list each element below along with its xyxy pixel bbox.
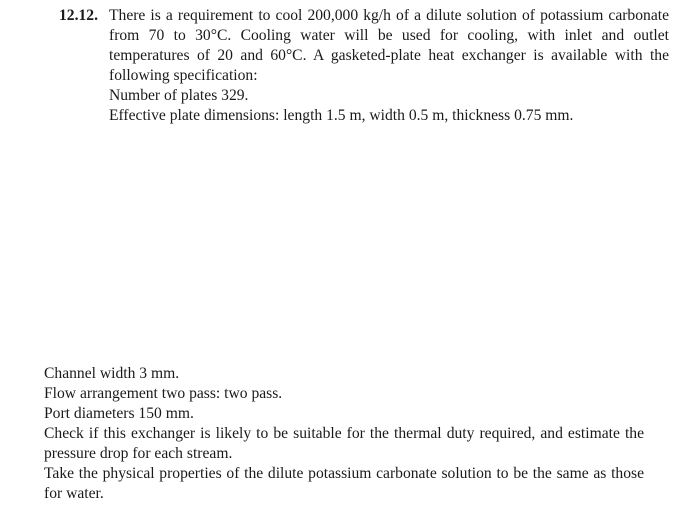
plates-spec: Number of plates 329. <box>109 87 249 104</box>
properties-note: Take the physical properties of the dilute potassium carbonate solution to be the same as those for water. <box>44 465 644 502</box>
flow-arrangement-spec: Flow arrangement two pass: two pass. <box>44 385 283 402</box>
plate-dimensions-spec: Effective plate dimensions: length 1.5 m, width 0.5 m, thickness 0.75 mm. <box>109 107 574 124</box>
problem-statement-top <box>59 6 669 126</box>
problem-body <box>109 6 669 126</box>
problem-intro: There is a requirement to cool 200,000 kg/h of a dilute solution of potassium carbonate from 70 to 30°C. Cooling water will be used for cooling, with inlet and outlet temperatures of 20 and 60°C. A gasketed-plate heat exchanger is available with the following specification: <box>109 7 669 84</box>
channel-width-spec: Channel width 3 mm. <box>44 365 180 382</box>
problem-row <box>59 6 669 126</box>
port-diameters-spec: Port diameters 150 mm. <box>44 405 194 422</box>
problem-number: 12.12. <box>59 7 98 24</box>
problem-task: Check if this exchanger is likely to be suitable for the thermal duty required, and estimate the pressure drop for each stream. <box>44 425 644 462</box>
problem-statement-bottom <box>44 364 644 504</box>
